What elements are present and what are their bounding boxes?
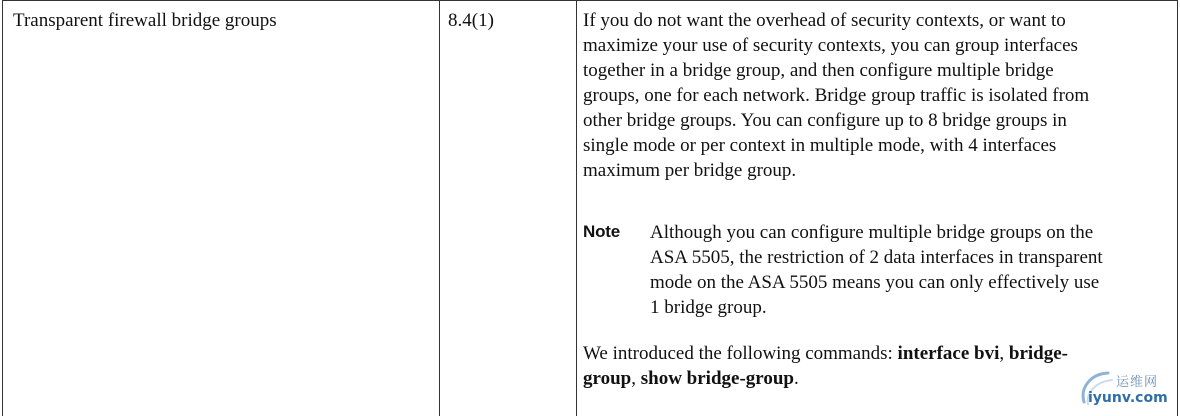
release-version: 8.4(1)	[448, 10, 494, 31]
command-bridge-group: bridge-group	[583, 343, 1068, 389]
feature-name-cell	[3, 1, 440, 416]
release-cell	[440, 1, 577, 416]
note-text: Although you can configure multiple bridge groups on the ASA 5505, the restriction of 2 data interfaces in transparent mode on the ASA 5505 means you can only effectively use 1 bridge group.	[650, 222, 1103, 318]
note-label: Note	[583, 222, 620, 241]
commands-paragraph	[583, 341, 1103, 391]
command-show-bridge-group: show bridge-group	[640, 368, 794, 389]
command-separator: ,	[631, 368, 636, 389]
command-separator: ,	[999, 343, 1005, 364]
command-interface-bvi: interface bvi	[897, 343, 1000, 364]
commands-intro: We introduced the following commands:	[583, 343, 893, 364]
watermark-top-text: 运维网	[1116, 375, 1159, 390]
command-period: .	[794, 368, 799, 389]
feature-history-table	[2, 0, 1178, 416]
feature-description: If you do not want the overhead of security contexts, or want to maximize your use of security contexts, you can group interfaces together in a bridge group, and then configure multiple bridge groups, one for each network. Bridge group traffic is isolated from other bridge groups. You can configure up to 8 bridge groups in single mode or per context in multiple mode, with 4 interfaces maximum per bridge group.	[583, 10, 1090, 181]
watermark-bottom-text: iyunv.com	[1088, 390, 1168, 406]
feature-info-cell	[577, 1, 1177, 416]
site-watermark	[1078, 368, 1178, 412]
feature-name: Transparent firewall bridge groups	[13, 10, 277, 31]
